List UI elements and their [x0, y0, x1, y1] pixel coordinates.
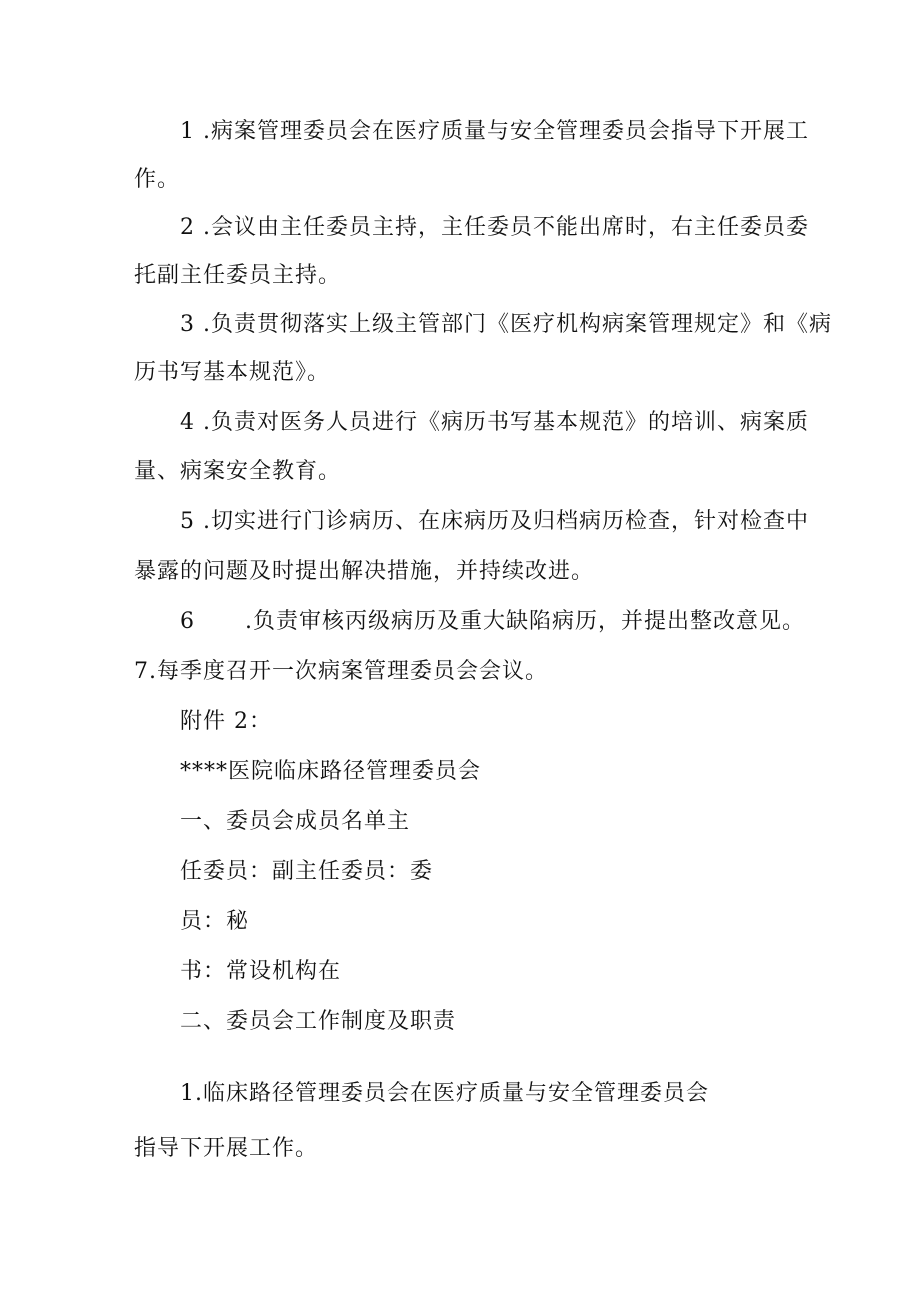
paragraph-1-line-1: 1 .病案管理委员会在医疗质量与安全管理委员会指导下开展工 [180, 119, 809, 144]
paragraph-3-line-1: 3 .负责贯彻落实上级主管部门《医疗机构病案管理规定》和《病 [180, 312, 832, 337]
paragraph-3-line-2: 历书写基本规范》。 [134, 360, 331, 385]
clinical-path-item-1-line-2: 指导下开展工作。 [134, 1136, 319, 1161]
paragraph-6-line [180, 608, 805, 636]
committee-title: ****医院临床路径管理委员会 [180, 759, 482, 784]
paragraph-4-line-2: 量、病案安全教育。 [134, 459, 342, 484]
member-line-2: 员：秘 [180, 909, 250, 934]
paragraph-7-line: 7.每季度召开一次病案管理委员会会议。 [134, 659, 548, 684]
section-1-heading: 一、委员会成员名单主 [180, 809, 411, 834]
member-line-3: 书：常设机构在 [180, 959, 342, 984]
paragraph-4-line-1: 4 .负责对医务人员进行《病历书写基本规范》的培训、病案质 [180, 410, 809, 435]
paragraph-2-line-2: 托副主任委员主持。 [134, 263, 342, 288]
paragraph-1-line-2: 作。 [134, 167, 181, 192]
section-2-heading: 二、委员会工作制度及职责 [180, 1009, 457, 1034]
paragraph-5-line-1: 5 .切实进行门诊病历、在床病历及归档病历检查，针对检查中 [180, 509, 809, 534]
paragraph-6-number: 6 [180, 609, 195, 634]
paragraph-6-text: .负责审核丙级病历及重大缺陷病历，并提出整改意见。 [245, 609, 805, 634]
member-line-1: 任委员：副主任委员：委 [180, 859, 434, 884]
paragraph-2-line-1: 2 .会议由主任委员主持，主任委员不能出席时，右主任委员委 [180, 215, 809, 240]
clinical-path-item-1-line-1: 1.临床路径管理委员会在医疗质量与安全管理委员会 [180, 1081, 709, 1106]
paragraph-5-line-2: 暴露的问题及时提出解决措施，并持续改进。 [134, 559, 595, 584]
attachment-label: 附件 2： [180, 709, 272, 734]
